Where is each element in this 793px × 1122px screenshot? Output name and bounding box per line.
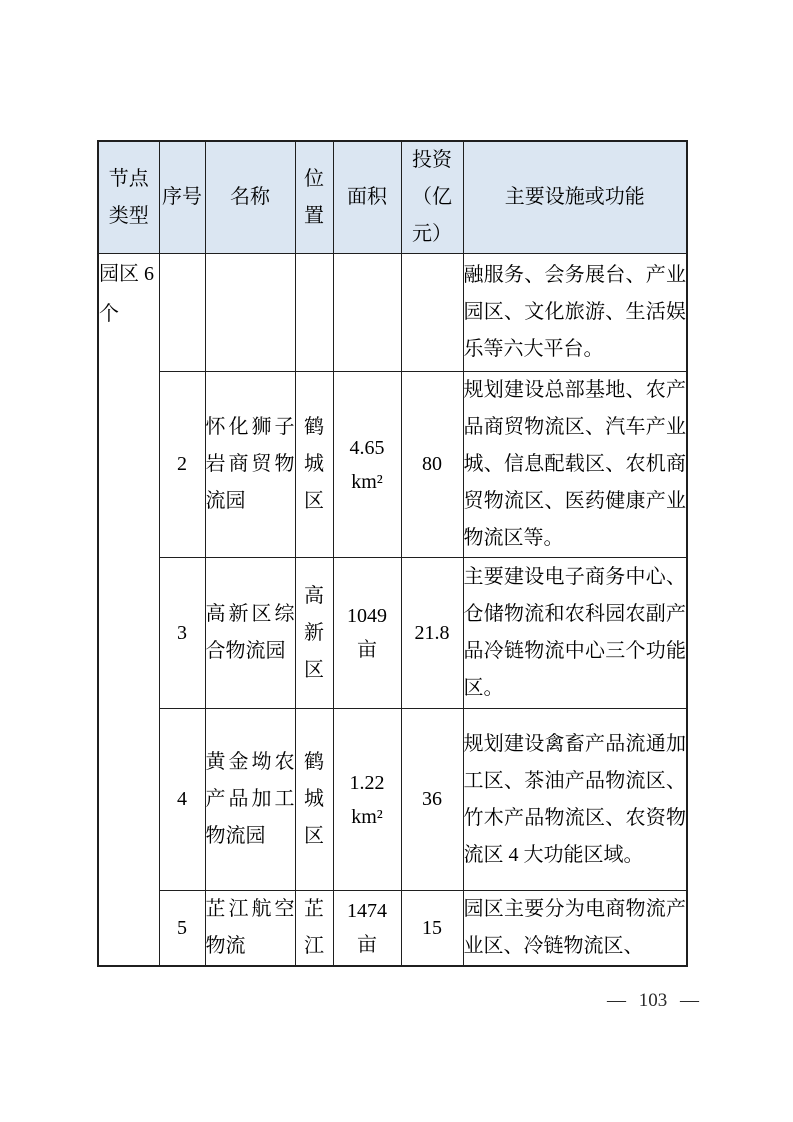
header-seq: 序号 (159, 141, 205, 254)
cell-functions: 规划建设总部基地、农产品商贸物流区、汽车产业城、信息配载区、农机商贸物流区、医药健康产业物流区等。 (463, 372, 687, 558)
area-value: 1.22 (349, 771, 385, 794)
page-number: — 103 — (607, 990, 699, 1011)
cell-seq: 5 (159, 891, 205, 967)
table-row (98, 372, 687, 558)
cell-investment: 80 (401, 372, 463, 558)
cell-functions: 主要建设电子商务中心、仓储物流和农科园农副产品冷链物流中心三个功能区。 (463, 558, 687, 709)
cell-location: 鹤城区 (295, 709, 333, 891)
logistics-nodes-table (97, 140, 688, 967)
cell-functions: 融服务、会务展台、产业园区、文化旅游、生活娱乐等六大平台。 (463, 254, 687, 372)
cell-location: 高新区 (295, 558, 333, 709)
cell-investment: 21.8 (401, 558, 463, 709)
cell-functions: 园区主要分为电商物流产业区、冷链物流区、 (463, 891, 687, 967)
area-unit: km² (351, 470, 383, 493)
cell-area (333, 709, 401, 891)
header-functions: 主要设施或功能 (463, 141, 687, 254)
cell-area (333, 891, 401, 967)
cell-name: 芷江航空物流 (205, 891, 295, 967)
header-location: 位置 (295, 141, 333, 254)
cell-seq: 2 (159, 372, 205, 558)
cell-seq: 3 (159, 558, 205, 709)
area-unit: km² (351, 805, 383, 828)
cell-area (333, 558, 401, 709)
area-unit: 亩 (357, 934, 377, 956)
cell-investment: 36 (401, 709, 463, 891)
header-node-type: 节点类型 (98, 141, 159, 254)
header-area: 面积 (333, 141, 401, 254)
cell-name: 怀化狮子岩商贸物流园 (205, 372, 295, 558)
cell-location: 芷江 (295, 891, 333, 967)
table-header-row (98, 141, 687, 254)
header-investment: 投资（亿元） (401, 141, 463, 254)
header-name: 名称 (205, 141, 295, 254)
cell-name: 黄金坳农产品加工物流园 (205, 709, 295, 891)
cell-area (333, 254, 401, 372)
cell-name (205, 254, 295, 372)
area-value: 1474 (347, 900, 387, 922)
cell-seq (159, 254, 205, 372)
table-row (98, 558, 687, 709)
cell-group-label: 园区 6 个 (98, 254, 159, 967)
table-row (98, 254, 687, 372)
cell-investment (401, 254, 463, 372)
cell-location: 鹤城区 (295, 372, 333, 558)
area-value: 4.65 (349, 436, 385, 459)
cell-name: 高新区综合物流园 (205, 558, 295, 709)
cell-functions: 规划建设禽畜产品流通加工区、茶油产品物流区、竹木产品物流区、农资物流区 4 大功能区域。 (463, 709, 687, 891)
cell-investment: 15 (401, 891, 463, 967)
cell-location (295, 254, 333, 372)
cell-seq: 4 (159, 709, 205, 891)
cell-area (333, 372, 401, 558)
area-value: 1049 (347, 605, 387, 627)
table-row (98, 891, 687, 967)
area-unit: 亩 (357, 639, 377, 661)
table-row (98, 709, 687, 891)
